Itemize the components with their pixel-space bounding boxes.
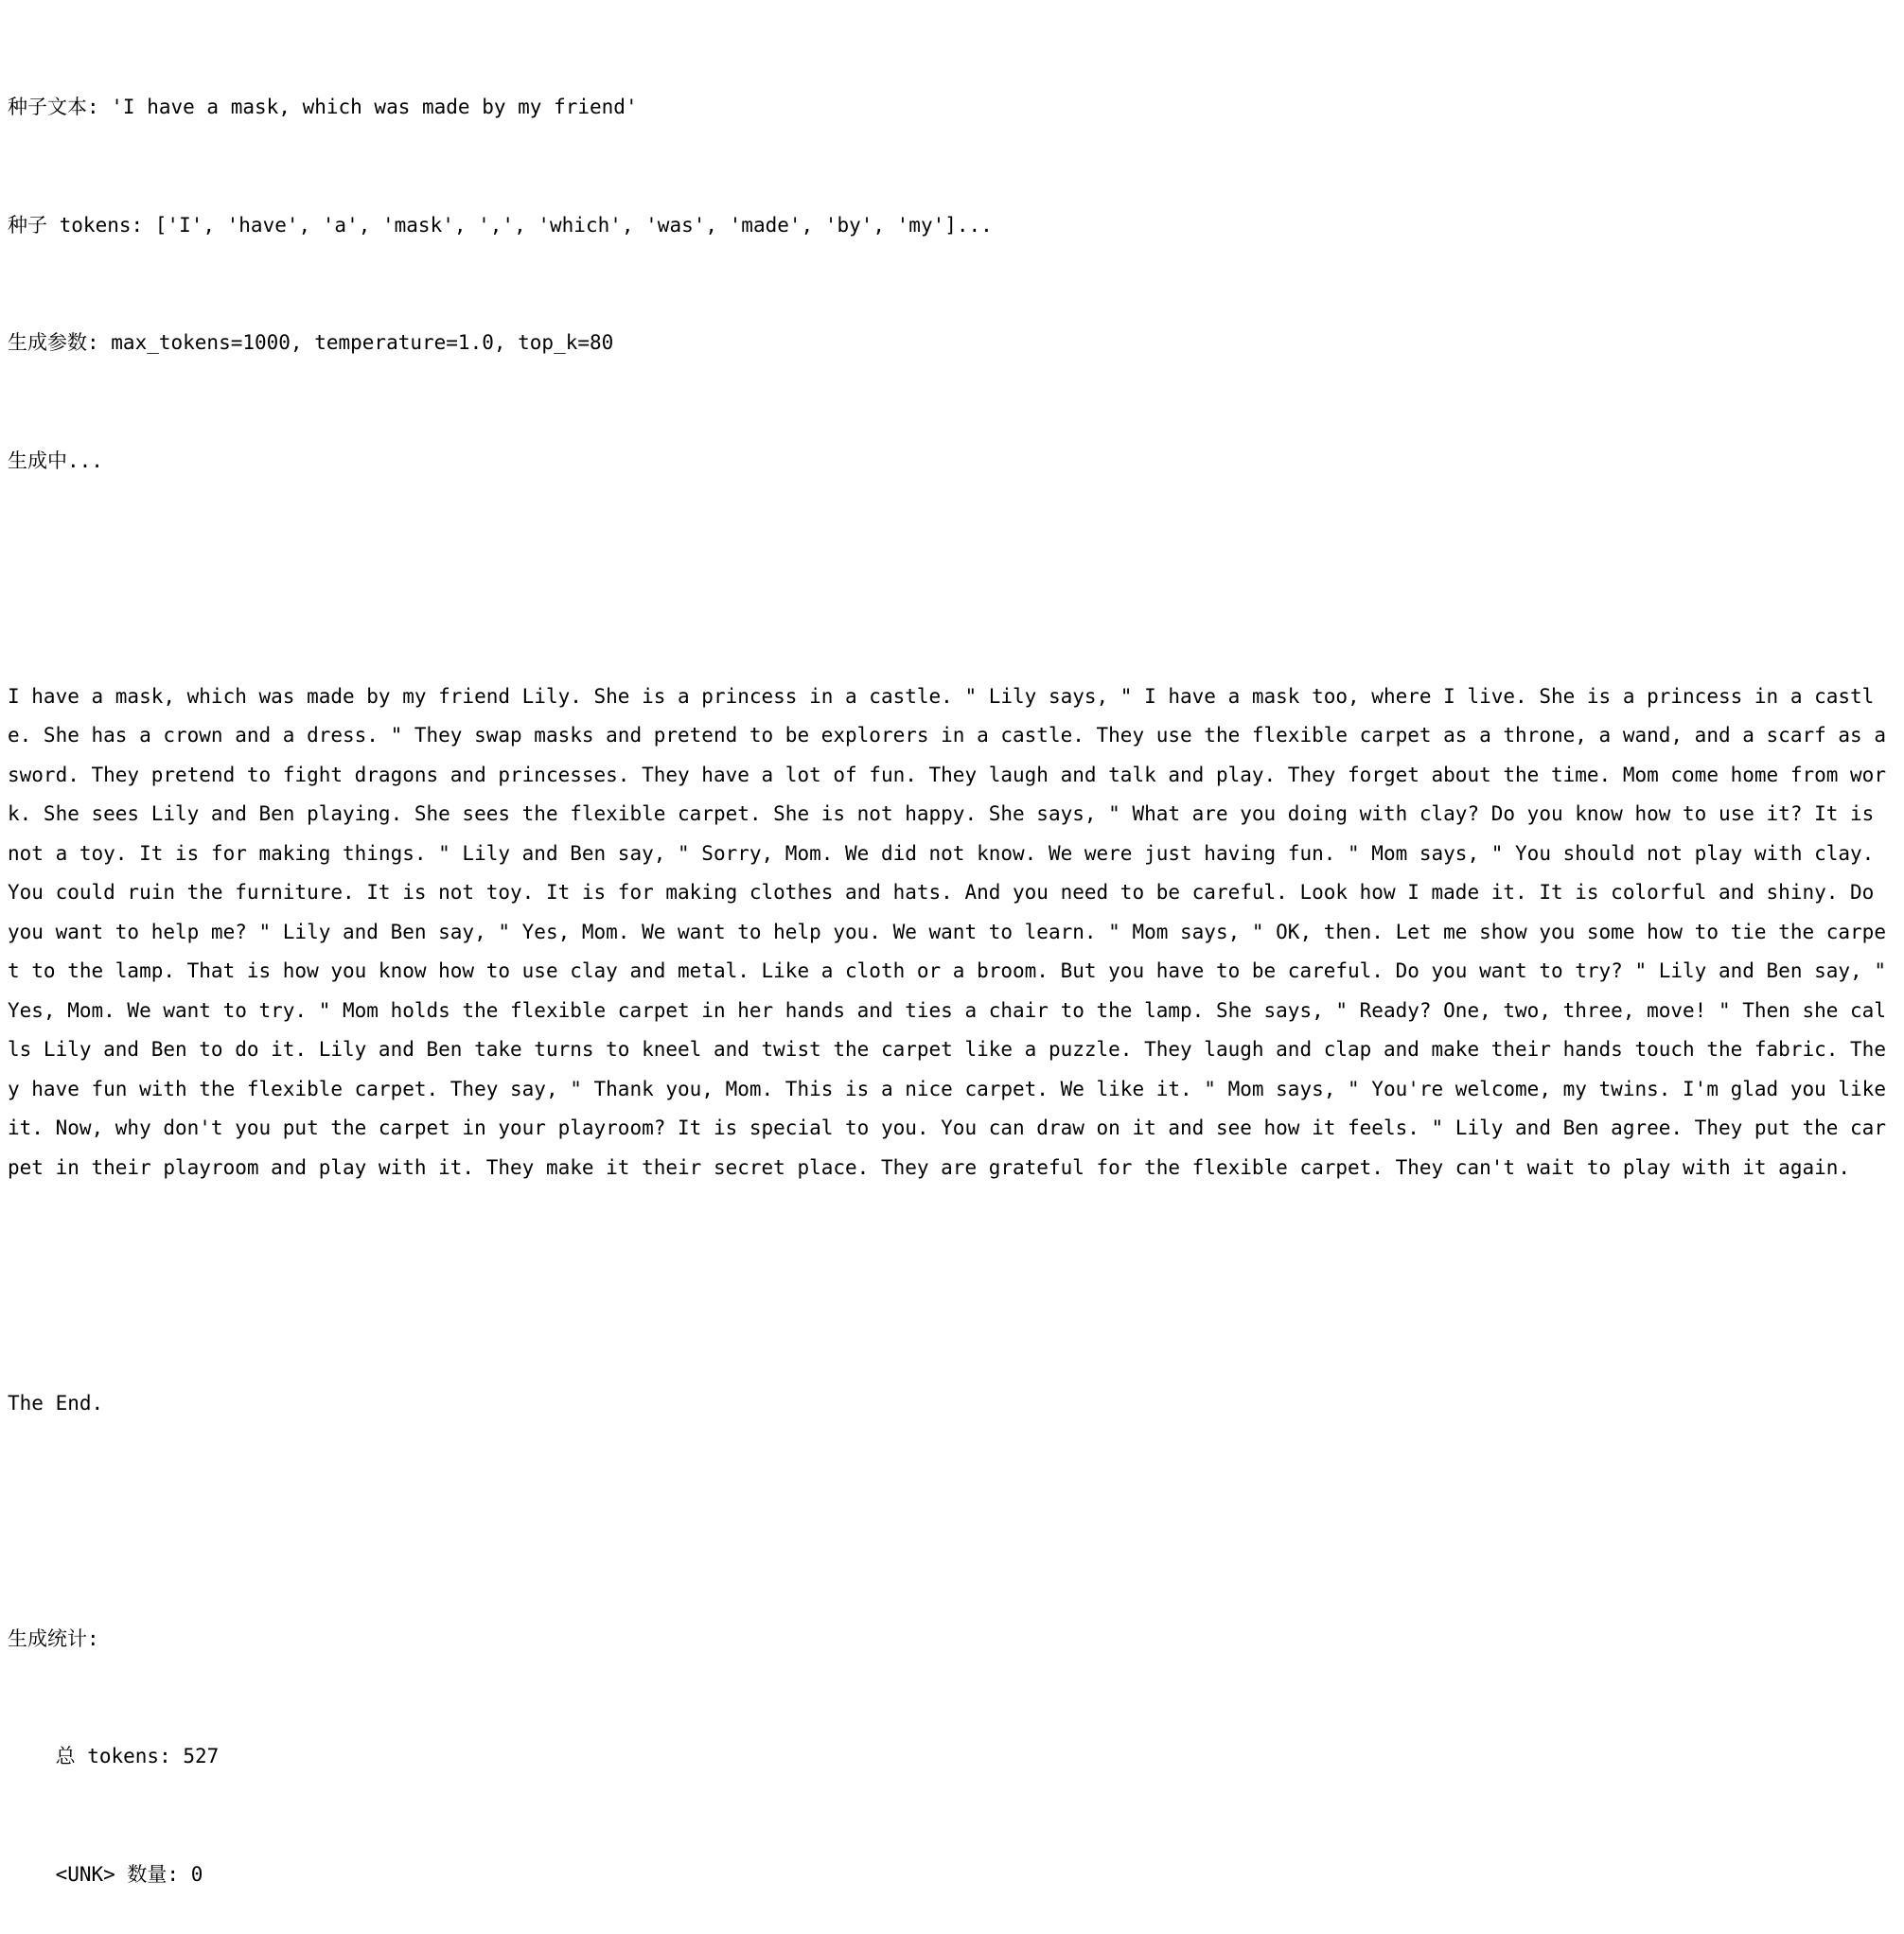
stats-total-tokens-line: 总 tokens: 527 [8,1745,220,1767]
generation-params-line: 生成参数: max_tokens=1000, temperature=1.0, top_k=80 [8,331,614,354]
seed-tokens-line: 种子 tokens: ['I', 'have', 'a', 'mask', ',', 'which', 'was', 'made', 'by', 'my']... [8,213,993,237]
spacer-1 [8,559,1896,599]
seed-text-line: 种子文本: 'I have a mask, which was made by my friend' [8,96,638,118]
stats-header-line: 生成统计: [8,1626,99,1650]
spacer-2 [8,1266,1896,1306]
generating-status-line: 生成中... [8,448,103,472]
generated-story-text: I have a mask, which was made by my friend Lily. She is a princess in a castle. " Lily says, " I have a mask too, where I live. She is a princess in a castle. She has a crown and a dress. " They swap masks and pretend to be explorers in a castle. They use the flexible carpet as a throne, a wand, and a scarf as a sword. They pretend to fight dragons and princesses. They have a lot of fun. They laugh and talk and play. They forget about the time. Mom come home from work. She sees Lily and Ben playing. She sees the flexible carpet. She is not happy. She says, " What are you doing with clay? Do you know how to use it? It is not a toy. It is for making things. " Lily and Ben say, " Sorry, Mom. We did not know. We were just having fun. " Mom says, " You should not play with clay. You could ruin the furniture. It is not toy. It is for making clothes and hats. And you need to be careful. Look how I made it. It is colorful and shiny. Do you want to help me? " Lily and Ben say, " Yes, Mom. We want to help you. We want to learn. " Mom says, " OK, then. Let me show you some how to tie the carpet to the lamp. That is how you know how to use clay and metal. Like a cloth or a broom. But you have to be careful. Do you want to try? " Lily and Ben say, " Yes, Mom. We want to try. " Mom holds the flexible carpet in her hands and ties a chair to the lamp. She says, " Ready? One, two, three, move! " Then she calls Lily and Ben to do it. Lily and Ben take turns to kneel and twist the carpet like a puzzle. They laugh and clap and make their hands touch the fabric. They have fun with the flexible carpet. They say, " Thank you, Mom. This is a nice carpet. We like it. " Mom says, " You're welcome, my twins. I'm glad you like it. Now, why don't you put the carpet in your playroom? It is special to you. You can draw on it and see how it feels. " Lily and Ben agree. They put the carpet in their playroom and play with it. They make it their secret place. They are grateful for the flexible carpet. They can't wait to play with it again. [8,684,1898,1179]
stats-unk-count-line: <UNK> 数量: 0 [8,1862,203,1886]
spacer-3 [8,1502,1896,1541]
end-marker-line: The End. [8,1391,104,1415]
